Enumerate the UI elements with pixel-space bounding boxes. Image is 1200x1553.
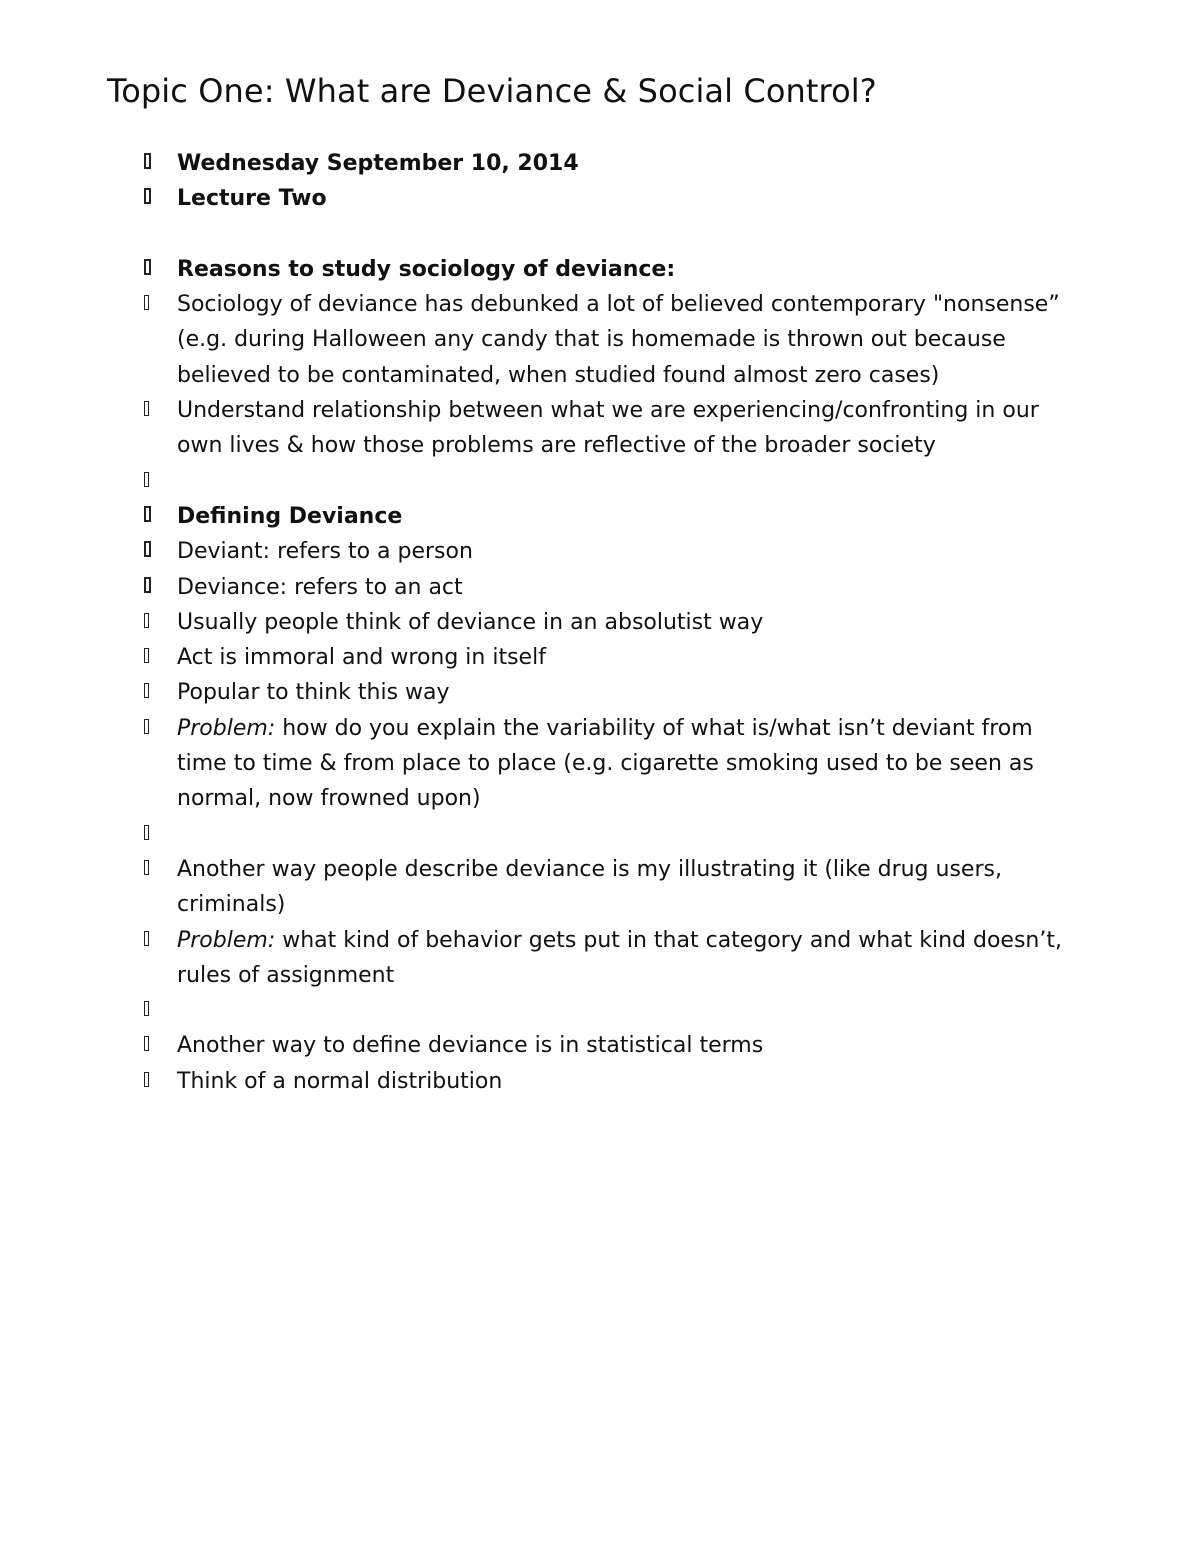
list-item [140, 993, 1070, 1028]
square-bullet-icon [144, 860, 149, 875]
list-item [140, 817, 1070, 852]
square-bullet-icon [144, 472, 149, 487]
list-item [140, 923, 1070, 994]
problem-label: Problem: [177, 927, 276, 953]
list-item [140, 464, 1070, 499]
list-item [140, 534, 1070, 569]
list-item [140, 146, 1070, 181]
square-bullet-icon [144, 153, 151, 169]
square-bullet-icon [144, 401, 149, 416]
list-item [140, 499, 1070, 534]
list-item [140, 252, 1070, 287]
square-bullet-icon [144, 931, 149, 946]
square-bullet-icon [144, 1001, 149, 1016]
lecture-date: Wednesday September 10, 2014 [177, 151, 579, 176]
square-bullet-icon [144, 825, 149, 840]
list-item [140, 605, 1070, 640]
list-item [140, 711, 1070, 817]
square-bullet-icon [144, 683, 149, 698]
note-text: Usually people think of deviance in an absolutist way [177, 609, 764, 635]
note-text: Another way people describe deviance is my illustrating it (like drug users, criminals) [177, 856, 1002, 918]
section-heading: Reasons to study sociology of deviance: [177, 256, 676, 282]
problem-label: Problem: [177, 715, 276, 741]
list-item [140, 640, 1070, 675]
square-bullet-icon [144, 648, 149, 663]
note-text: Deviant: refers to a person [177, 539, 473, 565]
square-bullet-icon [144, 188, 151, 204]
list-item [140, 393, 1070, 464]
note-text: what kind of behavior gets put in that category and what kind doesn’t, rules of assignment [177, 927, 1062, 988]
list-item [140, 675, 1070, 710]
square-bullet-icon [144, 613, 149, 628]
list-item [140, 1064, 1070, 1099]
page-title: Topic One: What are Deviance & Social Control? [107, 72, 877, 110]
note-text: Understand relationship between what we are experiencing/confronting in our own lives & how those problems are reflective of the broader society [177, 398, 1039, 459]
list-item [140, 287, 1070, 393]
square-bullet-icon [144, 541, 151, 557]
list-item [140, 181, 1070, 216]
square-bullet-icon [144, 1036, 149, 1051]
note-text: how do you explain the variability of what is/what isn’t deviant from time to time & from place to place (e.g. cigarette smoking used to be seen as normal, now frowned upon) [177, 715, 1034, 812]
note-text: Popular to think this way [177, 680, 450, 706]
note-text: Act is immoral and wrong in itself [177, 645, 546, 671]
note-text: Sociology of deviance has debunked a lot of believed contemporary "nonsense” (e.g. during Halloween any candy that is homemade is thrown out because believed to be contaminated, when studied found almost zero cases) [177, 292, 1060, 388]
section-heading: Defining Deviance [177, 503, 403, 529]
square-bullet-icon [144, 506, 151, 522]
note-text: Think of a normal distribution [177, 1068, 503, 1094]
notes-list [140, 146, 1070, 1099]
square-bullet-icon [144, 719, 149, 734]
list-item [140, 852, 1070, 923]
note-text: Deviance: refers to an act [177, 574, 463, 600]
square-bullet-icon [144, 259, 151, 275]
list-item [140, 570, 1070, 605]
square-bullet-icon [144, 1072, 149, 1087]
square-bullet-icon [144, 295, 149, 310]
lecture-number: Lecture Two [177, 186, 327, 212]
note-text: Another way to define deviance is in statistical terms [177, 1033, 764, 1059]
square-bullet-icon [144, 577, 151, 593]
list-item [140, 1028, 1070, 1063]
